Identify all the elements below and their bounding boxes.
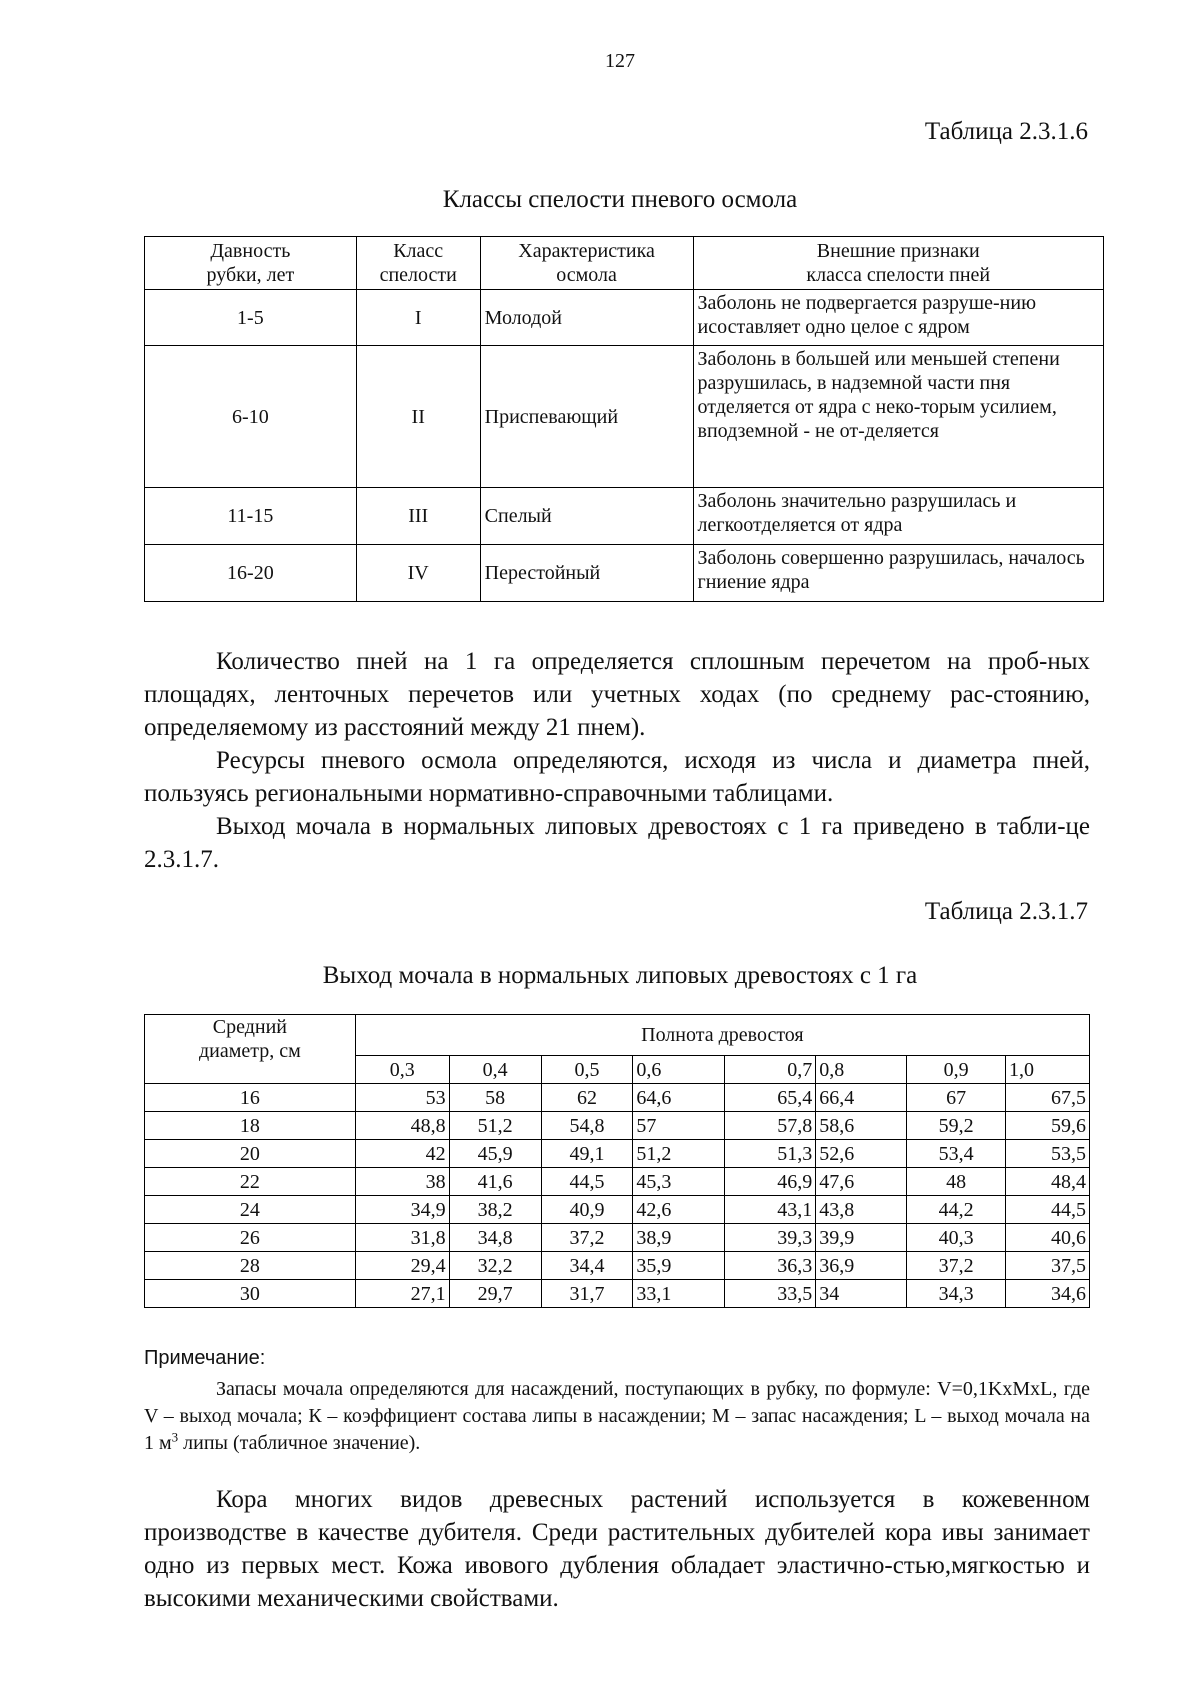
note-title: Примечание:: [144, 1347, 266, 1369]
yield-cell: 33,5: [725, 1280, 816, 1308]
yield-cell: 59,2: [907, 1112, 1006, 1140]
yield-cell: 58,6: [816, 1112, 907, 1140]
ripeness-class-cell: II: [356, 346, 480, 488]
yield-cell: 42,6: [633, 1196, 725, 1224]
characteristic-cell: Спелый: [480, 488, 693, 545]
table-row: [145, 1280, 1090, 1308]
body-text-block-2: [144, 1483, 1090, 1615]
yield-cell: 38: [355, 1168, 449, 1196]
yield-cell: 29,4: [355, 1252, 449, 1280]
external-signs-cell: Заболонь в большей или меньшей степени разрушилась, в надземной части пня отделяется от ядра с неко-торым усилием, вподземной - не от-деляется: [693, 346, 1103, 488]
yield-cell: 48: [907, 1168, 1006, 1196]
paragraph-willow-bark: Кора многих видов древесных растений используется в кожевенном производстве в качестве дубителя. Среди растительных дубителей кора ивы занимает одно из первых мест. Кожа ивового дубления обладает эластично-стью,мягкостью и высокими механическими свойствами.: [144, 1486, 1090, 1612]
felling-age-cell: 6-10: [145, 346, 357, 488]
density-header-cell: 0,8: [816, 1056, 907, 1084]
yield-cell: 43,8: [816, 1196, 907, 1224]
density-header-cell: 0,3: [355, 1056, 449, 1084]
yield-cell: 34,4: [541, 1252, 633, 1280]
yield-cell: 65,4: [725, 1084, 816, 1112]
yield-cell: 53: [355, 1084, 449, 1112]
characteristic-cell: Молодой: [480, 290, 693, 346]
diameter-cell: 26: [145, 1224, 356, 1252]
yield-cell: 47,6: [816, 1168, 907, 1196]
yield-cell: 36,3: [725, 1252, 816, 1280]
yield-cell: 39,3: [725, 1224, 816, 1252]
diameter-cell: 20: [145, 1140, 356, 1168]
yield-cell: 31,7: [541, 1280, 633, 1308]
table-label-2-3-1-6: Таблица 2.3.1.6: [924, 118, 1088, 145]
yield-cell: 66,4: [816, 1084, 907, 1112]
table-caption-bast-yield: Выход мочала в нормальных липовых древостоях с 1 га: [322, 962, 918, 989]
yield-cell: 46,9: [725, 1168, 816, 1196]
yield-cell: 39,9: [816, 1224, 907, 1252]
yield-cell: 34,8: [449, 1224, 541, 1252]
superscript-cube: 3: [171, 1429, 179, 1445]
density-header-cell: 0,9: [907, 1056, 1006, 1084]
yield-cell: 67,5: [1006, 1084, 1090, 1112]
paragraph-stump-count: Количество пней на 1 га определяется сплошным перечетом на проб-ных площадях, ленточных перечетов или учетных ходах (по среднему рас-стоянию, определяемому из расстояний между 21 пнем).: [144, 648, 1090, 741]
table-row: [145, 1224, 1090, 1252]
paragraph-bast-yield: Выход мочала в нормальных липовых древостоях с 1 га приведено в табли-це 2.3.1.7.: [144, 813, 1090, 873]
density-header-cell: 0,7: [725, 1056, 816, 1084]
yield-cell: 62: [541, 1084, 633, 1112]
yield-cell: 53,5: [1006, 1140, 1090, 1168]
paragraph-resin-resources: Ресурсы пневого осмола определяются, исходя из числа и диаметра пней, пользуясь региональными нормативно-справочными таблицами.: [144, 747, 1090, 807]
yield-cell: 27,1: [355, 1280, 449, 1308]
ripeness-class-cell: I: [356, 290, 480, 346]
note-text: Запасы мочала определяются для насаждений, поступающих в рубку, по формуле: V=0,1KxMxL, где V – выход мочала; К – коэффициент состава липы в насаждении; М – запас насаждения; L – выход мочала на 1 $м^3$ липы (табличное значение).: [144, 1378, 1090, 1454]
diameter-cell: 28: [145, 1252, 356, 1280]
table-row: [145, 545, 1104, 602]
yield-cell: 35,9: [633, 1252, 725, 1280]
density-header-cell: 0,4: [449, 1056, 541, 1084]
yield-cell: 67: [907, 1084, 1006, 1112]
table-row: [145, 1084, 1090, 1112]
table-row: [145, 1112, 1090, 1140]
yield-cell: 44,5: [541, 1168, 633, 1196]
yield-cell: 41,6: [449, 1168, 541, 1196]
yield-cell: 54,8: [541, 1112, 633, 1140]
yield-cell: 34,9: [355, 1196, 449, 1224]
yield-cell: 53,4: [907, 1140, 1006, 1168]
table-row: [145, 1196, 1090, 1224]
table-row: [145, 346, 1104, 488]
density-header-cell: 0,6: [633, 1056, 725, 1084]
yield-cell: 34,3: [907, 1280, 1006, 1308]
characteristic-cell: Перестойный: [480, 545, 693, 602]
yield-cell: 37,2: [907, 1252, 1006, 1280]
yield-cell: 34: [816, 1280, 907, 1308]
yield-cell: 40,6: [1006, 1224, 1090, 1252]
yield-cell: 44,5: [1006, 1196, 1090, 1224]
yield-cell: 52,6: [816, 1140, 907, 1168]
yield-cell: 38,9: [633, 1224, 725, 1252]
yield-cell: 31,8: [355, 1224, 449, 1252]
external-signs-cell: Заболонь совершенно разрушилась, началось гниение ядра: [693, 545, 1103, 602]
yield-cell: 58: [449, 1084, 541, 1112]
yield-cell: 51,2: [449, 1112, 541, 1140]
diameter-cell: 24: [145, 1196, 356, 1224]
characteristic-cell: Приспевающий: [480, 346, 693, 488]
bast-yield-table: [144, 1014, 1090, 1308]
table-caption-stump-resin-classes: Классы спелости пневого осмола: [442, 186, 798, 213]
ripeness-class-cell: IV: [356, 545, 480, 602]
table-label-2-3-1-7: Таблица 2.3.1.7: [924, 898, 1088, 925]
yield-cell: 40,9: [541, 1196, 633, 1224]
stump-resin-ripeness-table: [144, 236, 1104, 602]
header-resin-characteristic: Характеристика осмола: [480, 237, 693, 290]
header-ripeness-class: Класс спелости: [356, 237, 480, 290]
yield-cell: 57,8: [725, 1112, 816, 1140]
diameter-cell: 18: [145, 1112, 356, 1140]
yield-cell: 51,2: [633, 1140, 725, 1168]
yield-cell: 44,2: [907, 1196, 1006, 1224]
yield-cell: 48,4: [1006, 1168, 1090, 1196]
yield-cell: 34,6: [1006, 1280, 1090, 1308]
yield-cell: 45,9: [449, 1140, 541, 1168]
diameter-cell: 16: [145, 1084, 356, 1112]
header-felling-age: Давность рубки, лет: [145, 237, 357, 290]
yield-cell: 38,2: [449, 1196, 541, 1224]
diameter-cell: 22: [145, 1168, 356, 1196]
table-row: [145, 1168, 1090, 1196]
felling-age-cell: 16-20: [145, 545, 357, 602]
table-row: [145, 290, 1104, 346]
yield-cell: 49,1: [541, 1140, 633, 1168]
yield-cell: 48,8: [355, 1112, 449, 1140]
yield-cell: 32,2: [449, 1252, 541, 1280]
external-signs-cell: Заболонь значительно разрушилась и легкоотделяется от ядра: [693, 488, 1103, 545]
yield-cell: 64,6: [633, 1084, 725, 1112]
yield-cell: 59,6: [1006, 1112, 1090, 1140]
yield-cell: 42: [355, 1140, 449, 1168]
table-row: [145, 1140, 1090, 1168]
yield-cell: 36,9: [816, 1252, 907, 1280]
yield-cell: 40,3: [907, 1224, 1006, 1252]
yield-cell: 57: [633, 1112, 725, 1140]
ripeness-class-cell: III: [356, 488, 480, 545]
felling-age-cell: 11-15: [145, 488, 357, 545]
yield-cell: 51,3: [725, 1140, 816, 1168]
yield-cell: 37,2: [541, 1224, 633, 1252]
page-number: 127: [605, 50, 635, 72]
header-stand-density: Полнота древостоя: [355, 1015, 1089, 1056]
header-external-signs: Внешние признаки класса спелости пней: [693, 237, 1103, 290]
table-row: [145, 488, 1104, 545]
yield-cell: 33,1: [633, 1280, 725, 1308]
yield-cell: 45,3: [633, 1168, 725, 1196]
yield-cell: 29,7: [449, 1280, 541, 1308]
header-mean-diameter: Средний диаметр, см: [145, 1015, 356, 1084]
body-text-block-1: [144, 645, 1090, 876]
yield-cell: 37,5: [1006, 1252, 1090, 1280]
diameter-cell: 30: [145, 1280, 356, 1308]
felling-age-cell: 1-5: [145, 290, 357, 346]
yield-cell: 43,1: [725, 1196, 816, 1224]
table-row: [145, 1252, 1090, 1280]
density-header-cell: 0,5: [541, 1056, 633, 1084]
external-signs-cell: Заболонь не подвергается разруше-нию исоставляет одно целое с ядром: [693, 290, 1103, 346]
density-header-cell: 1,0: [1006, 1056, 1090, 1084]
